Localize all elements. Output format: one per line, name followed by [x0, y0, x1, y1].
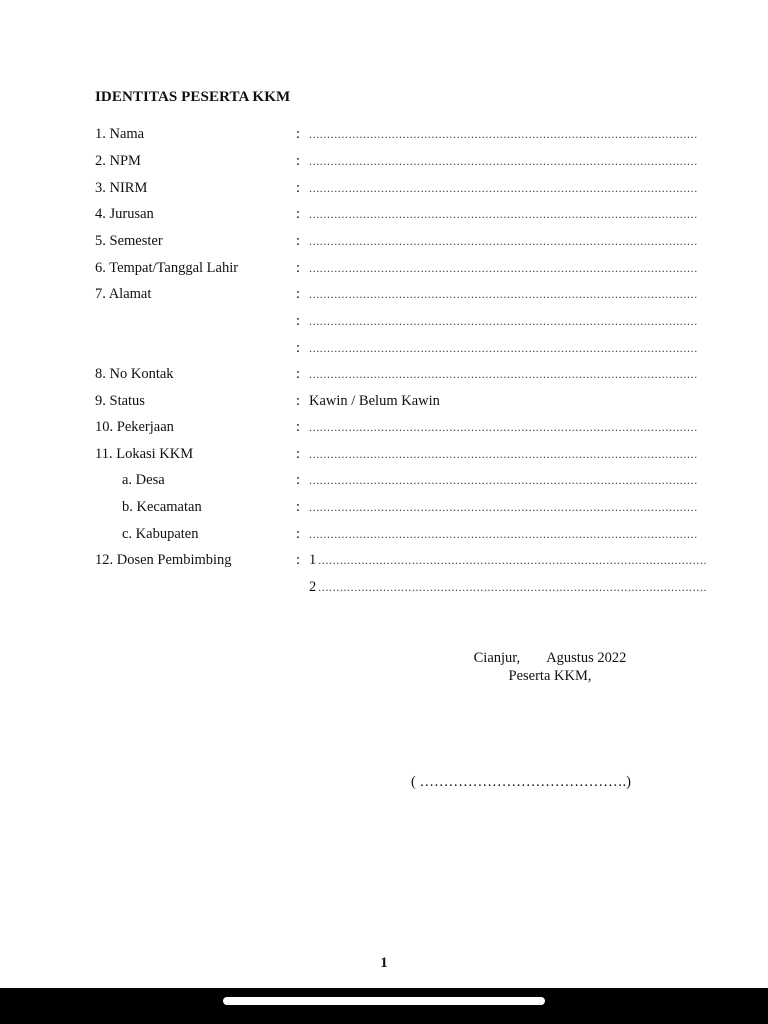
- field-colon: :: [296, 526, 301, 542]
- status-options: Kawin / Belum Kawin: [309, 393, 440, 409]
- form-row-alamat: [0, 284, 768, 304]
- fill-line: ............................................................................................................: [309, 447, 698, 461]
- fill-line: ............................................................................................................: [309, 154, 698, 168]
- form-row-tempat-tanggal-lahir: [0, 258, 768, 278]
- fill-line: ............................................................................................................: [309, 287, 698, 301]
- field-colon: :: [296, 206, 301, 222]
- fill-line: ............................................................................................................: [318, 553, 708, 567]
- fill-line: ............................................................................................................: [309, 367, 698, 381]
- signature-role: Peserta KKM,: [508, 668, 592, 684]
- form-row-lokasi-kkm: [0, 444, 768, 464]
- field-colon: :: [296, 313, 301, 329]
- field-colon: :: [296, 393, 301, 409]
- home-indicator[interactable]: [223, 997, 545, 1005]
- form-row-semester: [0, 231, 768, 251]
- field-label: 8. No Kontak: [95, 366, 174, 382]
- fill-line: ............................................................................................................: [309, 207, 698, 221]
- field-label: 11. Lokasi KKM: [95, 446, 194, 462]
- system-bottom-bar: [0, 988, 768, 1024]
- field-label: 5. Semester: [95, 233, 163, 249]
- item-number: 2: [309, 579, 317, 595]
- field-label: 3. NIRM: [95, 180, 148, 196]
- field-colon: :: [296, 153, 301, 169]
- fill-line: ............................................................................................................: [309, 527, 698, 541]
- field-colon: :: [296, 180, 301, 196]
- fill-line: ............................................................................................................: [309, 341, 698, 355]
- field-label: 10. Pekerjaan: [95, 419, 174, 435]
- numbered-fill-line: [309, 550, 708, 570]
- form-row-jurusan: [0, 204, 768, 224]
- field-colon: :: [296, 286, 301, 302]
- fill-line: ............................................................................................................: [318, 580, 708, 594]
- form-row-kecamatan: [0, 497, 768, 517]
- field-colon: :: [296, 499, 301, 515]
- field-label: 4. Jurusan: [95, 206, 154, 222]
- form-row-dosen-pembimbing: [0, 550, 768, 570]
- form-row-pekerjaan: [0, 417, 768, 437]
- fill-line: ............................................................................................................: [309, 420, 698, 434]
- field-colon: :: [296, 446, 301, 462]
- form-row-alamat-line-2: [0, 311, 768, 331]
- fill-line: ............................................................................................................: [309, 314, 698, 328]
- fill-line: ............................................................................................................: [309, 234, 698, 248]
- field-colon: :: [296, 552, 301, 568]
- form-title: IDENTITAS PESERTA KKM: [95, 89, 291, 105]
- form-row-nama: [0, 124, 768, 144]
- field-colon: :: [296, 126, 301, 142]
- field-label: 6. Tempat/Tanggal Lahir: [95, 260, 239, 276]
- form-row-dosen-pembimbing-2: [0, 577, 768, 597]
- item-number: 1: [309, 552, 317, 568]
- form-row-no-kontak: [0, 364, 768, 384]
- signature-date: Agustus 2022: [546, 650, 627, 666]
- place-date: [420, 649, 680, 667]
- field-label: 1. Nama: [95, 126, 145, 142]
- page-number: 1: [380, 955, 388, 971]
- field-label: 2. NPM: [95, 153, 141, 169]
- field-colon: :: [296, 472, 301, 488]
- form-row-alamat-line-3: [0, 338, 768, 358]
- numbered-fill-line: [309, 577, 708, 597]
- fill-line: ............................................................................................................: [309, 181, 698, 195]
- field-colon: :: [296, 260, 301, 276]
- fill-line: ............................................................................................................: [309, 127, 698, 141]
- field-colon: :: [296, 366, 301, 382]
- field-label: a. Desa: [122, 472, 165, 488]
- fill-line: ............................................................................................................: [309, 473, 698, 487]
- field-label: 7. Alamat: [95, 286, 152, 302]
- signature-place: Cianjur,: [473, 650, 521, 666]
- field-colon: :: [296, 340, 301, 356]
- signature-block: [420, 649, 680, 685]
- field-colon: :: [296, 419, 301, 435]
- form-row-nirm: [0, 178, 768, 198]
- form-row-npm: [0, 151, 768, 171]
- field-colon: :: [296, 233, 301, 249]
- fill-line: ............................................................................................................: [309, 261, 698, 275]
- form-row-status: [0, 391, 768, 411]
- form-row-kabupaten: [0, 524, 768, 544]
- signature-name-line: ( …………………………………….): [411, 774, 631, 790]
- field-label: c. Kabupaten: [122, 526, 199, 542]
- field-label: 9. Status: [95, 393, 145, 409]
- form-row-desa: [0, 470, 768, 490]
- field-label: 12. Dosen Pembimbing: [95, 552, 232, 568]
- field-label: b. Kecamatan: [122, 499, 202, 515]
- fill-line: ............................................................................................................: [309, 500, 698, 514]
